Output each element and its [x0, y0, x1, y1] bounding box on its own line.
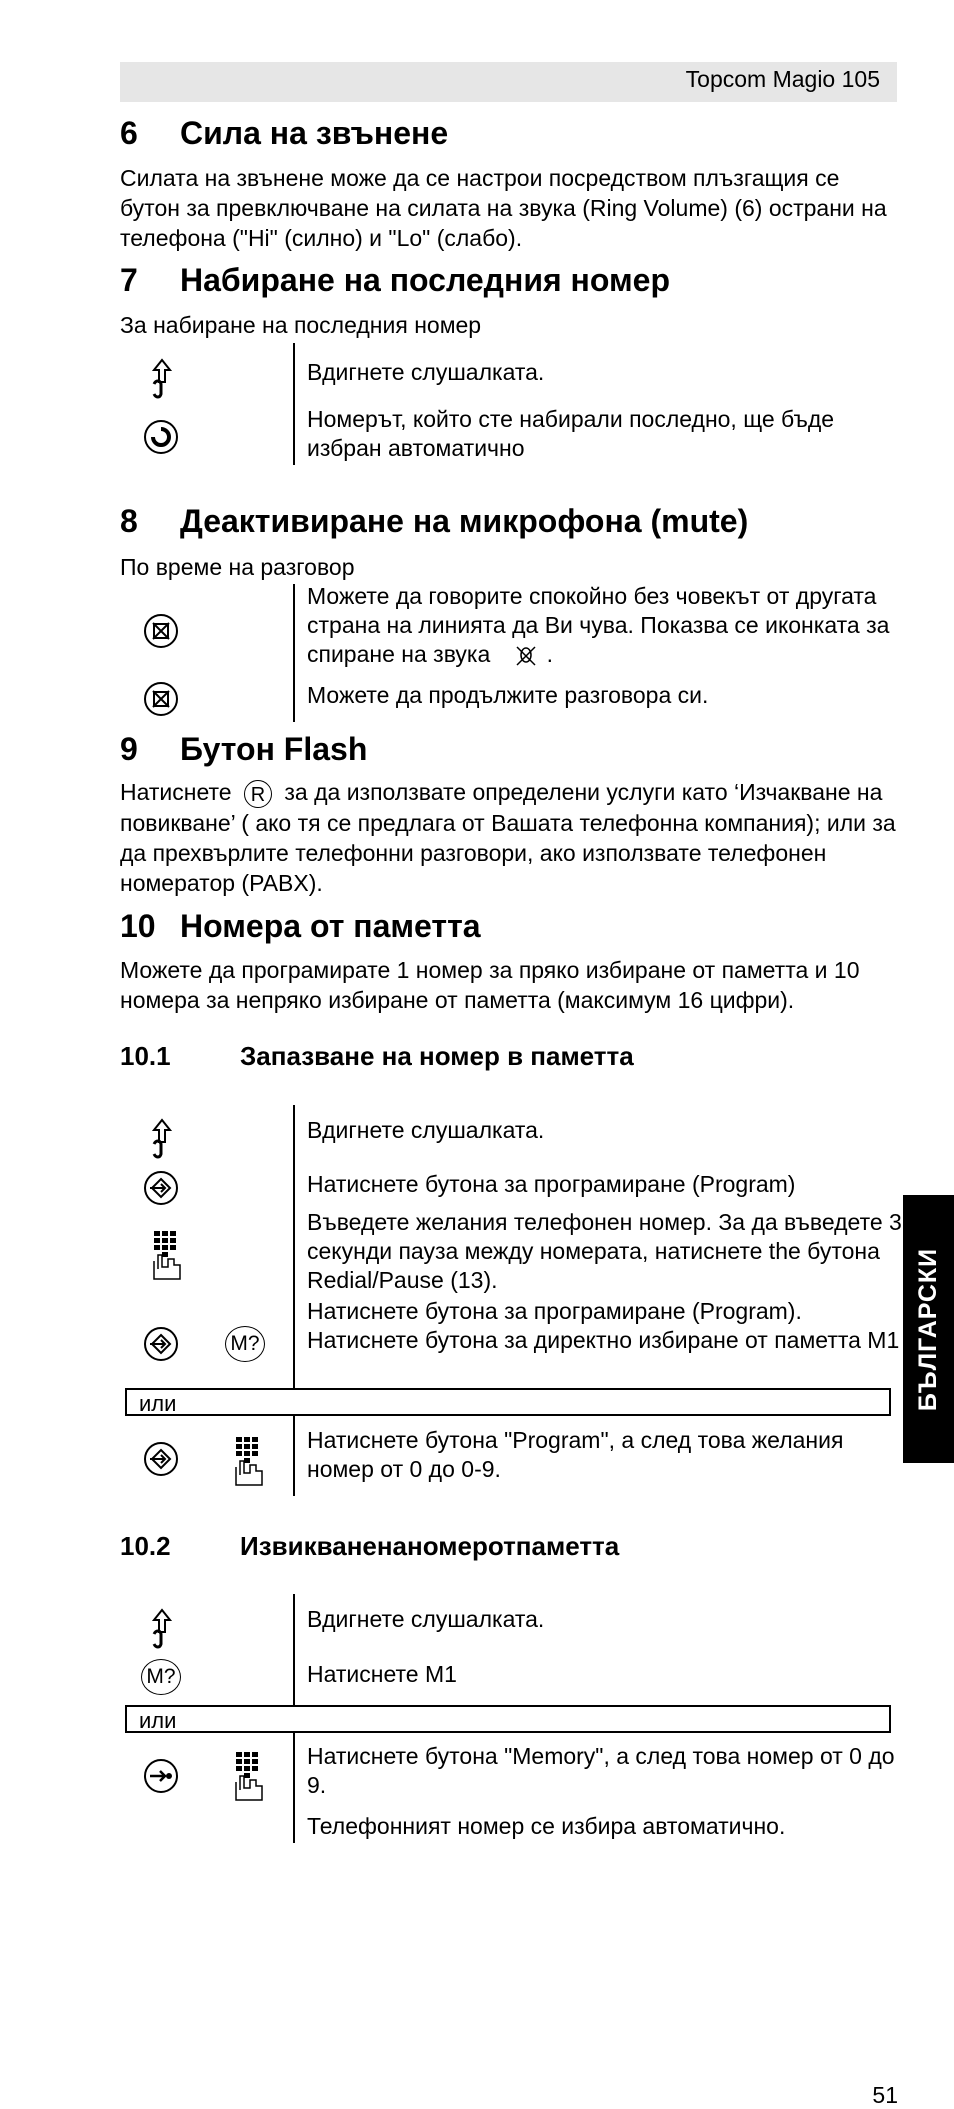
mute-icon	[143, 613, 179, 649]
s7-step-2: Номерът, който сте набирали последно, ще бъде избран автоматично	[307, 406, 835, 461]
section-number: 9	[120, 731, 138, 767]
section-number: 6	[120, 115, 138, 151]
section-10-body: Можете да програмирате 1 номер за пряко избиране от паметта и 10 номера за непряко избиране от паметта (максимум 16 цифри).	[120, 957, 860, 1013]
divider-line	[293, 584, 295, 722]
flash-icon: R	[244, 780, 272, 808]
page-number: 51	[872, 2082, 898, 2108]
memory-m-icon: M?	[225, 1326, 265, 1362]
or-separator: или	[125, 1705, 891, 1733]
s10-2-step-4: Телефонният номер се избира автоматично.	[307, 1813, 786, 1839]
divider-line	[293, 1733, 295, 1843]
section-8-intro: По време на разговор	[120, 554, 355, 580]
s10-2-step-2: Натиснете М1	[307, 1661, 457, 1687]
section-title: Деактивиране на микрофона (mute)	[180, 503, 749, 539]
section-number: 10.1	[120, 1041, 171, 1071]
s7-step-1: Вдигнете слушалката.	[307, 359, 545, 385]
header-title: Topcom Magio 105	[685, 66, 880, 92]
section-title: Номера от паметта	[180, 908, 481, 944]
s8-step-1-end: .	[546, 641, 554, 667]
s10-1-step-5: Натиснете бутона "Program", а след това желания номер от 0 до 0-9.	[307, 1427, 844, 1482]
side-tab-text: БЪЛГАРСКИ	[914, 1247, 943, 1411]
section-10-heading	[120, 908, 481, 945]
section-9-heading	[120, 731, 367, 768]
s10-1-step-1: Вдигнете слушалката.	[307, 1117, 545, 1143]
s8-step-1	[307, 582, 897, 669]
s10-1-step-3: Въведете желания телефонен номер. За да въведете 3 секунди пауза между номерата, натиснете the бутона Redial/Pause (13).	[307, 1209, 902, 1293]
handset-off-hook-icon	[146, 358, 180, 400]
language-side-tab-label	[903, 1195, 954, 1463]
section-number: 10.2	[120, 1531, 171, 1561]
memory-m-icon: M?	[141, 1659, 181, 1695]
s10-2-step-3: Натиснете бутона "Memory", а след това номер от 0 до 9.	[307, 1743, 895, 1798]
section-9-body	[120, 777, 900, 898]
divider-line	[293, 1594, 295, 1706]
program-icon	[143, 1441, 179, 1477]
divider-line	[293, 1416, 295, 1496]
section-number: 7	[120, 262, 138, 298]
section-10-2-heading	[120, 1531, 619, 1562]
section-title: Извикваненаномеротпаметта	[240, 1531, 620, 1561]
section-title: Бутон Flash	[180, 731, 368, 767]
section-6-body: Силата на звънене може да се настрои посредством плъзгащия се бутон за превключване на силата на звука (Ring Volume) (6) острани на телефона ("Hi" (силно) и "Lo" (слабо).	[120, 165, 887, 251]
section-7-heading	[120, 262, 670, 299]
section-number: 10	[120, 908, 156, 944]
section-8-heading	[120, 503, 748, 540]
memory-recall-icon	[143, 1758, 179, 1794]
program-icon	[143, 1170, 179, 1206]
keypad-hand-icon	[232, 1435, 266, 1487]
keypad-hand-icon	[150, 1229, 184, 1281]
s10-1-step-4: Натиснете бутона за програмиране (Program). Натиснете бутона за директно избиране от паметта M1	[307, 1298, 900, 1353]
mute-indicator-icon	[513, 643, 539, 669]
s10-2-step-1: Вдигнете слушалката.	[307, 1606, 545, 1632]
handset-off-hook-icon	[146, 1118, 180, 1160]
mute-icon	[143, 681, 179, 717]
section-title: Сила на звънене	[180, 115, 449, 151]
section-6-heading	[120, 115, 448, 152]
s9-body-rest: за да използвате определени услуги като ‘Изчакване на повикване’ ( ако тя се предлага от Вашата телефонна компания); или за да прехвърлите телефонни разговори, ако използвате телефонен номератор (PABX).	[120, 779, 896, 896]
redial-icon	[143, 419, 179, 455]
s9-body-start: Натиснете	[120, 779, 232, 805]
section-number: 8	[120, 503, 138, 539]
program-icon	[143, 1326, 179, 1362]
section-title: Набиране на последния номер	[180, 262, 671, 298]
or-separator: или	[125, 1388, 891, 1416]
s8-step-2: Можете да продължите разговора си.	[307, 682, 709, 708]
s10-1-step-2: Натиснете бутона за програмиране (Program)	[307, 1171, 796, 1197]
keypad-hand-icon	[232, 1750, 266, 1802]
s8-step-1-text: Можете да говорите спокойно без човекът от другата страна на линията да Ви чува. Показва се иконката за спиране на звука	[307, 583, 890, 667]
handset-off-hook-icon	[146, 1608, 180, 1650]
section-10-1-heading	[120, 1041, 634, 1072]
section-title: Запазване на номер в паметта	[240, 1041, 634, 1071]
divider-line	[293, 1105, 295, 1388]
divider-line	[293, 343, 295, 465]
section-7-intro: За набиране на последния номер	[120, 312, 482, 338]
